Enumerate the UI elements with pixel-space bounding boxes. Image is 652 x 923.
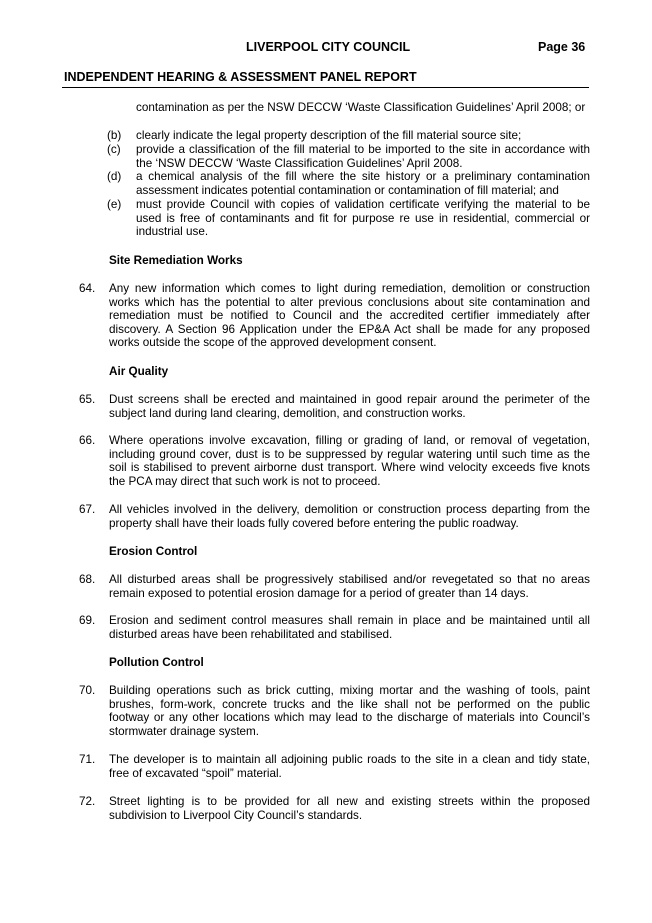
- section-heading-air-quality: Air Quality: [109, 365, 169, 378]
- continuation-text: contamination as per the NSW DECCW ‘Waste Classification Guidelines’ April 2008; or: [136, 101, 586, 114]
- subitem-label: (d): [107, 170, 122, 183]
- item-text: Dust screens shall be erected and maintained in good repair around the perimeter of the subject land during land clearing, demolition, and construction works.: [109, 393, 590, 420]
- item-number: 69.: [79, 614, 96, 627]
- header-divider: [62, 87, 589, 88]
- item-text: All disturbed areas shall be progressively stabilised and/or revegetated so that no areas remain exposed to potential erosion damage for a period of greater than 14 days.: [109, 573, 590, 600]
- report-title: INDEPENDENT HEARING & ASSESSMENT PANEL REPORT: [64, 70, 417, 84]
- item-text: The developer is to maintain all adjoining public roads to the site in a clean and tidy state, free of excavated “spoil” material.: [109, 753, 590, 780]
- item-text: Street lighting is to be provided for all new and existing streets within the proposed subdivision to Liverpool City Council’s standards.: [109, 795, 590, 822]
- item-number: 67.: [79, 503, 96, 516]
- item-number: 72.: [79, 795, 96, 808]
- item-text: Building operations such as brick cutting, mixing mortar and the washing of tools, paint brushes, form-work, concrete trucks and the like shall not be performed on the public footway or any other locations which may lead to the discharge of materials into Council’s stormwater drainage system.: [109, 684, 590, 738]
- item-number: 65.: [79, 393, 96, 406]
- subitem-text: provide a classification of the fill material to be imported to the site in accordance with the ‘NSW DECCW ‘Waste Classification Guidelines’ April 2008.: [136, 143, 590, 170]
- item-number: 71.: [79, 753, 96, 766]
- subitem-text: clearly indicate the legal property description of the fill material source site;: [136, 129, 522, 142]
- item-number: 64.: [79, 282, 96, 295]
- item-text: Any new information which comes to light during remediation, demolition or construction works which has the potential to alter previous conclusions about site contamination and remediation must be notified to Council and the accredited certifier immediately after discovery. A Section 96 Application under the EP&A Act shall be made for any proposed works outside the scope of the approved development consent.: [109, 282, 590, 350]
- subitem-label: (c): [107, 143, 121, 156]
- subitem-label: (e): [107, 198, 122, 211]
- item-text: Where operations involve excavation, filling or grading of land, or removal of vegetation, including ground cover, dust is to be suppressed by regular watering until such time as the soil is stabilised to prevent airborne dust transport. Where wind velocity exceeds five knots the PCA may direct that such work is not to proceed.: [109, 434, 590, 488]
- council-name: LIVERPOOL CITY COUNCIL: [246, 40, 411, 54]
- item-text: All vehicles involved in the delivery, demolition or construction process departing from the property shall have their loads fully covered before entering the public roadway.: [109, 503, 590, 530]
- subitem-text: a chemical analysis of the fill where the site history or a preliminary contamination assessment indicates potential contamination or contamination of fill material; and: [136, 170, 590, 197]
- subitem-label: (b): [107, 129, 122, 142]
- item-number: 70.: [79, 684, 96, 697]
- section-heading-erosion-control: Erosion Control: [109, 545, 198, 558]
- item-number: 66.: [79, 434, 96, 447]
- item-number: 68.: [79, 573, 96, 586]
- item-text: Erosion and sediment control measures shall remain in place and be maintained until all disturbed areas have been rehabilitated and stabilised.: [109, 614, 590, 641]
- section-heading-pollution-control: Pollution Control: [109, 656, 204, 669]
- page-number: Page 36: [538, 40, 586, 54]
- subitem-text: must provide Council with copies of validation certificate verifying the material to be used is free of contaminants and fit for purpose re use in residential, commercial or industrial use.: [136, 198, 590, 239]
- section-heading-site-remediation: Site Remediation Works: [109, 254, 243, 267]
